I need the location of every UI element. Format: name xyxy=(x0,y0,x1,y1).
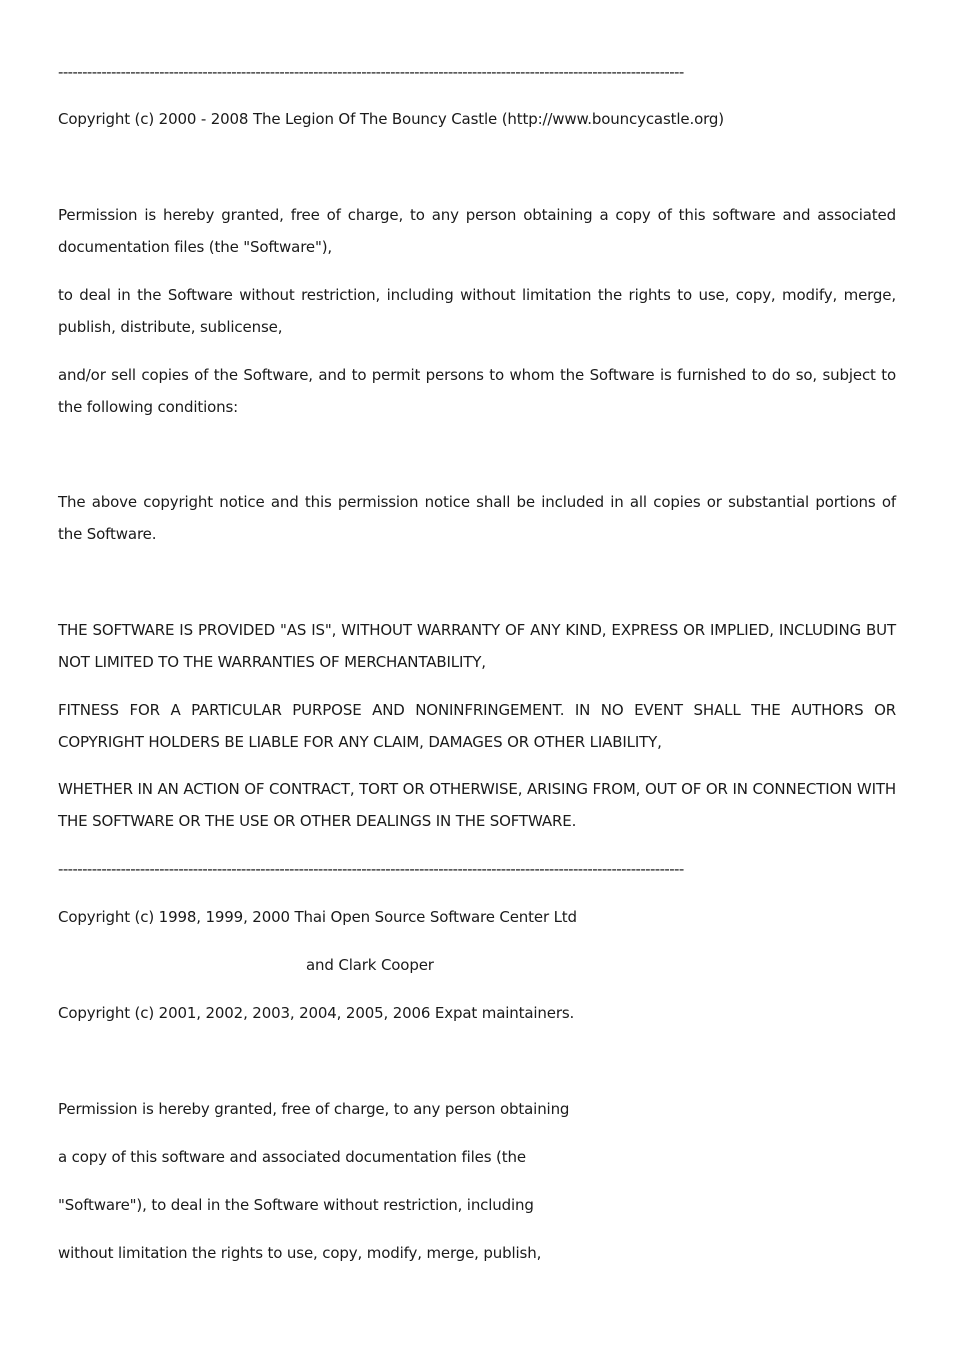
bouncy-castle-notice-paragraph: The above copyright notice and this permission notice shall be included in all copies or substantial portions of the Software. xyxy=(58,493,896,543)
bouncy-castle-permission-paragraph-1: Permission is hereby granted, free of charge, to any person obtaining a copy of this software and associated documentation files (the "Software"), xyxy=(58,206,896,256)
separator-line: ---------------------------------------------------------------------------------------------------------------------------------- xyxy=(58,860,684,878)
bouncy-castle-copyright: Copyright (c) 2000 - 2008 The Legion Of The Bouncy Castle (http://www.bouncycastle.org) xyxy=(58,110,724,128)
expat-permission-line: without limitation the rights to use, copy, modify, merge, publish, xyxy=(58,1244,542,1262)
bouncy-castle-warranty-paragraph-3: WHETHER IN AN ACTION OF CONTRACT, TORT OR OTHERWISE, ARISING FROM, OUT OF OR IN CONNECTION WITH THE SOFTWARE OR THE USE OR OTHER DEALINGS IN THE SOFTWARE. xyxy=(58,780,896,830)
bouncy-castle-warranty-paragraph-1: THE SOFTWARE IS PROVIDED "AS IS", WITHOUT WARRANTY OF ANY KIND, EXPRESS OR IMPLIED, INCLUDING BUT NOT LIMITED TO THE WARRANTIES OF MERCHANTABILITY, xyxy=(58,621,896,671)
separator-line: ---------------------------------------------------------------------------------------------------------------------------------- xyxy=(58,63,684,81)
bouncy-castle-permission-paragraph-2: to deal in the Software without restriction, including without limitation the rights to use, copy, modify, merge, publish, distribute, sublicense, xyxy=(58,286,896,336)
bouncy-castle-permission-paragraph-3: and/or sell copies of the Software, and to permit persons to whom the Software is furnished to do so, subject to the following conditions: xyxy=(58,366,896,416)
expat-permission-line: "Software"), to deal in the Software without restriction, including xyxy=(58,1196,534,1214)
expat-permission-line: a copy of this software and associated documentation files (the xyxy=(58,1148,526,1166)
expat-permission-line: Permission is hereby granted, free of charge, to any person obtaining xyxy=(58,1100,570,1118)
expat-copyright-line-3: Copyright (c) 2001, 2002, 2003, 2004, 2005, 2006 Expat maintainers. xyxy=(58,1004,575,1022)
bouncy-castle-warranty-paragraph-2: FITNESS FOR A PARTICULAR PURPOSE AND NONINFRINGEMENT. IN NO EVENT SHALL THE AUTHORS OR COPYRIGHT HOLDERS BE LIABLE FOR ANY CLAIM, DAMAGES OR OTHER LIABILITY, xyxy=(58,701,896,751)
expat-copyright-line-1: Copyright (c) 1998, 1999, 2000 Thai Open Source Software Center Ltd xyxy=(58,908,577,926)
expat-copyright-line-2: and Clark Cooper xyxy=(306,956,434,974)
